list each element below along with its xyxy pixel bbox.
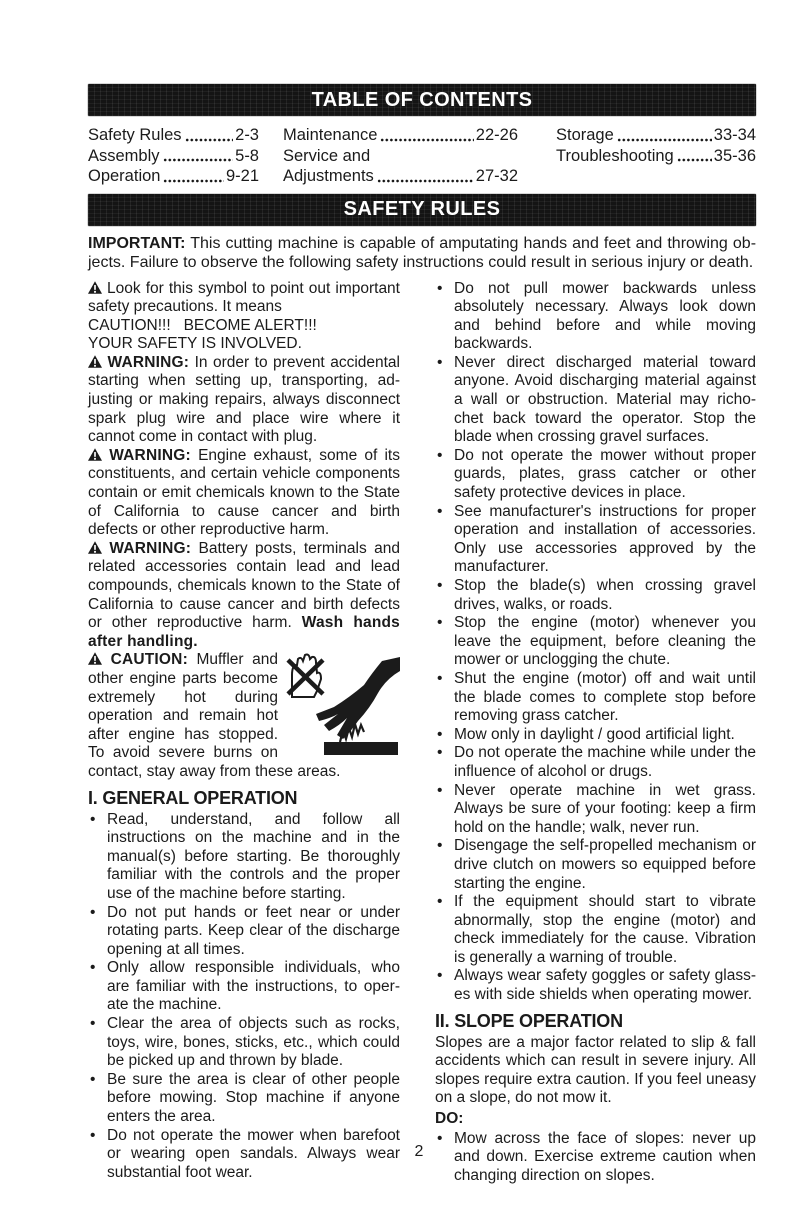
- toc-entry-label: Operation: [88, 167, 161, 185]
- toc-entry-label: Troubleshooting: [556, 146, 674, 165]
- safety-rules-title: SAFETY RULES: [343, 198, 501, 220]
- toc-entry-pages: 5-8: [235, 146, 259, 165]
- important-label: IMPORTANT:: [88, 234, 186, 252]
- safety-rule-text: Shut the engine (motor) off and wait until the blade comes to complete stop before removing grass catcher.: [454, 669, 756, 725]
- safety-rule-item: [435, 744, 756, 781]
- toc-entry-label: Safety Rules: [88, 126, 182, 144]
- safety-rule-item: [88, 1015, 400, 1071]
- safety-rule-item: [88, 811, 400, 904]
- hot-surface-warning-graphic: [284, 653, 400, 757]
- safety-rule-text: Stop the engine (motor) whenever you leave the equipment, before cleaning the mower or unclogging the chute.: [454, 614, 756, 669]
- warning-paragraph: [88, 651, 400, 781]
- bullet-icon: •: [90, 1126, 96, 1144]
- safety-rule-text: Do not pull mower backwards unless absolutely necessary. Always look down and behind before and while moving backwards.: [454, 279, 756, 353]
- safety-rule-item: [435, 670, 756, 726]
- safety-rule-text: Always wear safety goggles or safety glasses with side shields when operating mower.: [454, 967, 756, 1004]
- warning-paragraph: [88, 280, 400, 317]
- warning-text: Engine exhaust, some of its constituents, and certain vehicle components contain or emit chemicals known to the State of California to cause cancer and birth defects or other reproductive harm.: [88, 446, 400, 539]
- safety-alert-icon: [88, 355, 102, 368]
- toc-dot-leader: [380, 138, 473, 142]
- toc-entry-pages: 22-26: [475, 126, 518, 144]
- page-content: [88, 84, 756, 1185]
- toc-entry: [556, 125, 756, 146]
- bullet-icon: •: [437, 781, 443, 799]
- toc-entry-pages: 35-36: [713, 146, 756, 165]
- toc-dot-leader: [185, 138, 234, 142]
- general-operation-list: [88, 811, 400, 1183]
- safety-rule-text: Be sure the area is clear of other people before mowing. Stop machine if anyone enters the area.: [107, 1070, 400, 1126]
- toc-dot-leader: [377, 179, 474, 183]
- toc-entry-label: Storage: [556, 126, 614, 144]
- warning-paragraph: [88, 354, 400, 447]
- bullet-icon: •: [437, 837, 443, 855]
- safety-rule-item: [435, 726, 756, 745]
- toc-entry: [283, 166, 518, 187]
- safety-rule-item: [435, 503, 756, 577]
- toc-entry-pages: 33-34: [713, 126, 756, 144]
- toc-header-bar: [88, 84, 756, 116]
- bullet-icon: •: [437, 1129, 443, 1147]
- slope-do-label: DO:: [435, 1110, 464, 1128]
- warning-bold-lead: WARNING:: [109, 539, 192, 557]
- warning-bold-lead: WARNING:: [109, 446, 191, 464]
- bullet-icon: •: [437, 502, 443, 520]
- toc-dot-leader: [677, 158, 712, 162]
- two-column-body: [88, 280, 756, 1186]
- warning-paragraphs: [88, 280, 400, 782]
- safety-rule-item: [88, 904, 400, 960]
- safety-rule-text: Mow across the face of slopes: never up and down. Exercise extreme caution when changing direction on slopes.: [454, 1129, 756, 1184]
- safety-rule-text: Never operate machine in wet grass. Always be sure of your footing: keep a firm hold on the handle; walk, never run.: [454, 781, 756, 836]
- safety-rules-header-bar: [88, 194, 756, 226]
- safety-rule-item: [435, 782, 756, 838]
- warning-paragraph: [88, 447, 400, 540]
- warning-text: CAUTION!!! BECOME ALERT!!!: [88, 316, 317, 334]
- bullet-icon: •: [90, 903, 96, 921]
- safety-rule-item: [435, 967, 756, 1004]
- safety-rule-item: [435, 837, 756, 893]
- left-column: [88, 280, 400, 1186]
- important-notice: [88, 234, 756, 273]
- toc-dot-leader: [617, 138, 712, 142]
- safety-rule-text: If the equipment should start to vibrate abnormally, stop the engine (motor) and check immediately for the cause. Vibration is generally a warning of trouble.: [454, 893, 756, 966]
- table-of-contents: [88, 125, 756, 187]
- toc-entry-label: Assembly: [88, 146, 160, 165]
- toc-column-1: [88, 125, 259, 187]
- safety-rule-item: [435, 280, 756, 354]
- toc-entry: [88, 146, 259, 167]
- right-column: [435, 280, 756, 1186]
- safety-rule-text: Only allow responsible individuals, who are familiar with the instructions, to operate the machine.: [107, 959, 400, 1014]
- safety-alert-icon: [88, 541, 102, 554]
- safety-rule-item: [88, 1127, 400, 1183]
- toc-entry: [88, 125, 259, 146]
- warning-bold-lead: CAUTION:: [110, 651, 188, 669]
- warning-text: Look for this symbol to point out important safety precautions. It means: [88, 279, 400, 316]
- safety-rule-text: Read, understand, and follow all instructions on the machine and in the manual(s) before starting. Be thoroughly familiar with the controls and the proper use of the machine before starting.: [107, 810, 400, 902]
- bullet-icon: •: [90, 959, 96, 977]
- toc-title: TABLE OF CONTENTS: [311, 88, 533, 111]
- safety-rule-item: [435, 577, 756, 614]
- safety-rule-text: Disengage the self-propelled mechanism or drive clutch on mowers so equipped before starting the engine.: [454, 837, 756, 892]
- toc-entry-pages: 9-21: [225, 167, 259, 185]
- slope-do-list: [435, 1130, 756, 1186]
- bullet-icon: •: [437, 967, 443, 985]
- safety-rule-text: See manufacturer's instructions for proper operation and installation of accessories. Only use accessories approved by the manufacturer.: [454, 502, 756, 576]
- warning-paragraph: [88, 540, 400, 652]
- bullet-icon: •: [437, 744, 443, 762]
- safety-rule-item: [435, 354, 756, 447]
- section-heading-slope-operation: II. SLOPE OPERATION: [435, 1010, 623, 1031]
- bullet-icon: •: [90, 1070, 96, 1088]
- safety-rule-text: Do not operate the mower when barefoot or wearing open sandals. Always wear substantial foot wear.: [107, 1126, 400, 1181]
- safety-alert-icon: [88, 448, 102, 461]
- warning-bold-lead: WARNING:: [107, 353, 190, 371]
- warning-paragraph: [88, 335, 400, 354]
- toc-dot-leader: [163, 179, 224, 183]
- toc-entry-label: Maintenance: [283, 126, 378, 144]
- toc-dot-leader: [163, 158, 234, 162]
- toc-column-3: [556, 125, 756, 187]
- toc-column-2: [283, 125, 518, 187]
- safety-rule-item: [88, 1071, 400, 1127]
- safety-rule-item: [435, 893, 756, 967]
- warning-paragraph: [88, 317, 400, 336]
- bullet-icon: •: [437, 725, 443, 743]
- toc-entry: [283, 146, 518, 167]
- slope-intro-text: Slopes are a major factor related to slip & fall accidents which can result in severe injury. All slopes require extra caution. If you feel uneasy on a slope, do not mow it.: [435, 1033, 756, 1107]
- warning-text: In order to prevent accidental starting when setting up, transporting, adjusting or making repairs, always disconnect spark plug wire and place wire where it cannot come in contact with plug.: [88, 353, 400, 446]
- warning-bold-suffix: Wash hands after handling.: [88, 614, 401, 650]
- toc-entry-label: Adjustments: [283, 167, 374, 185]
- safety-alert-icon: [88, 281, 102, 294]
- safety-rule-text: Do not operate the machine while under the influence of alcohol or drugs.: [454, 744, 756, 780]
- safety-rule-text: Mow only in daylight / good artificial light.: [454, 725, 735, 743]
- general-operation-list-continued: [435, 280, 756, 1005]
- safety-rule-item: [88, 959, 400, 1015]
- safety-rule-item: [435, 1130, 756, 1186]
- bullet-icon: •: [90, 1015, 96, 1033]
- toc-entry-label: Service and: [283, 146, 371, 165]
- important-text: This cutting machine is capable of amputating hands and feet and throwing objects. Failure to observe the following safety instructions could result in serious injury or death.: [88, 234, 757, 271]
- toc-entry: [556, 146, 756, 167]
- bullet-icon: •: [90, 810, 96, 828]
- safety-rule-text: Clear the area of objects such as rocks, toys, wire, bones, sticks, etc., which could be picked up and thrown by blade.: [107, 1015, 400, 1070]
- toc-entry: [283, 125, 518, 146]
- bullet-icon: •: [437, 893, 443, 911]
- toc-entry-pages: 2-3: [235, 126, 259, 144]
- bullet-icon: •: [437, 353, 443, 371]
- safety-rule-text: Do not operate the mower without proper guards, plates, grass catcher or other safety protective devices in place.: [454, 446, 756, 502]
- safety-rule-text: Do not put hands or feet near or under rotating parts. Keep clear of the discharge opening at all times.: [107, 903, 400, 958]
- section-heading-general-operation: I. GENERAL OPERATION: [88, 787, 298, 808]
- warning-text: YOUR SAFETY IS INVOLVED.: [88, 335, 302, 353]
- safety-rule-item: [435, 614, 756, 670]
- warning-text: Battery posts, terminals and related accessories contain lead and lead compounds, chemicals known to the State of California to cause cancer and birth defects or other reproductive harm.: [88, 539, 400, 632]
- bullet-icon: •: [437, 577, 443, 594]
- safety-rule-text: Stop the blade(s) when crossing gravel drives, walks, or roads.: [454, 577, 756, 613]
- bullet-icon: •: [437, 669, 443, 687]
- toc-entry: [88, 166, 259, 187]
- safety-rule-item: [435, 447, 756, 503]
- page-number: 2: [414, 1143, 424, 1160]
- bullet-icon: •: [437, 279, 443, 297]
- safety-rule-text: Never direct discharged material toward anyone. Avoid discharging material against a wall or obstruction. Material may richochet back toward the operator. Stop the blade when crossing gravel surfaces.: [454, 353, 756, 446]
- safety-alert-icon: [88, 652, 102, 665]
- bullet-icon: •: [437, 614, 443, 632]
- toc-entry-pages: 27-32: [475, 167, 518, 185]
- warning-text: Muffler and other engine parts become extremely hot during operation and remain hot after engine has stopped. To avoid severe burns on contact, stay away from these areas.: [88, 651, 341, 780]
- bullet-icon: •: [437, 446, 443, 464]
